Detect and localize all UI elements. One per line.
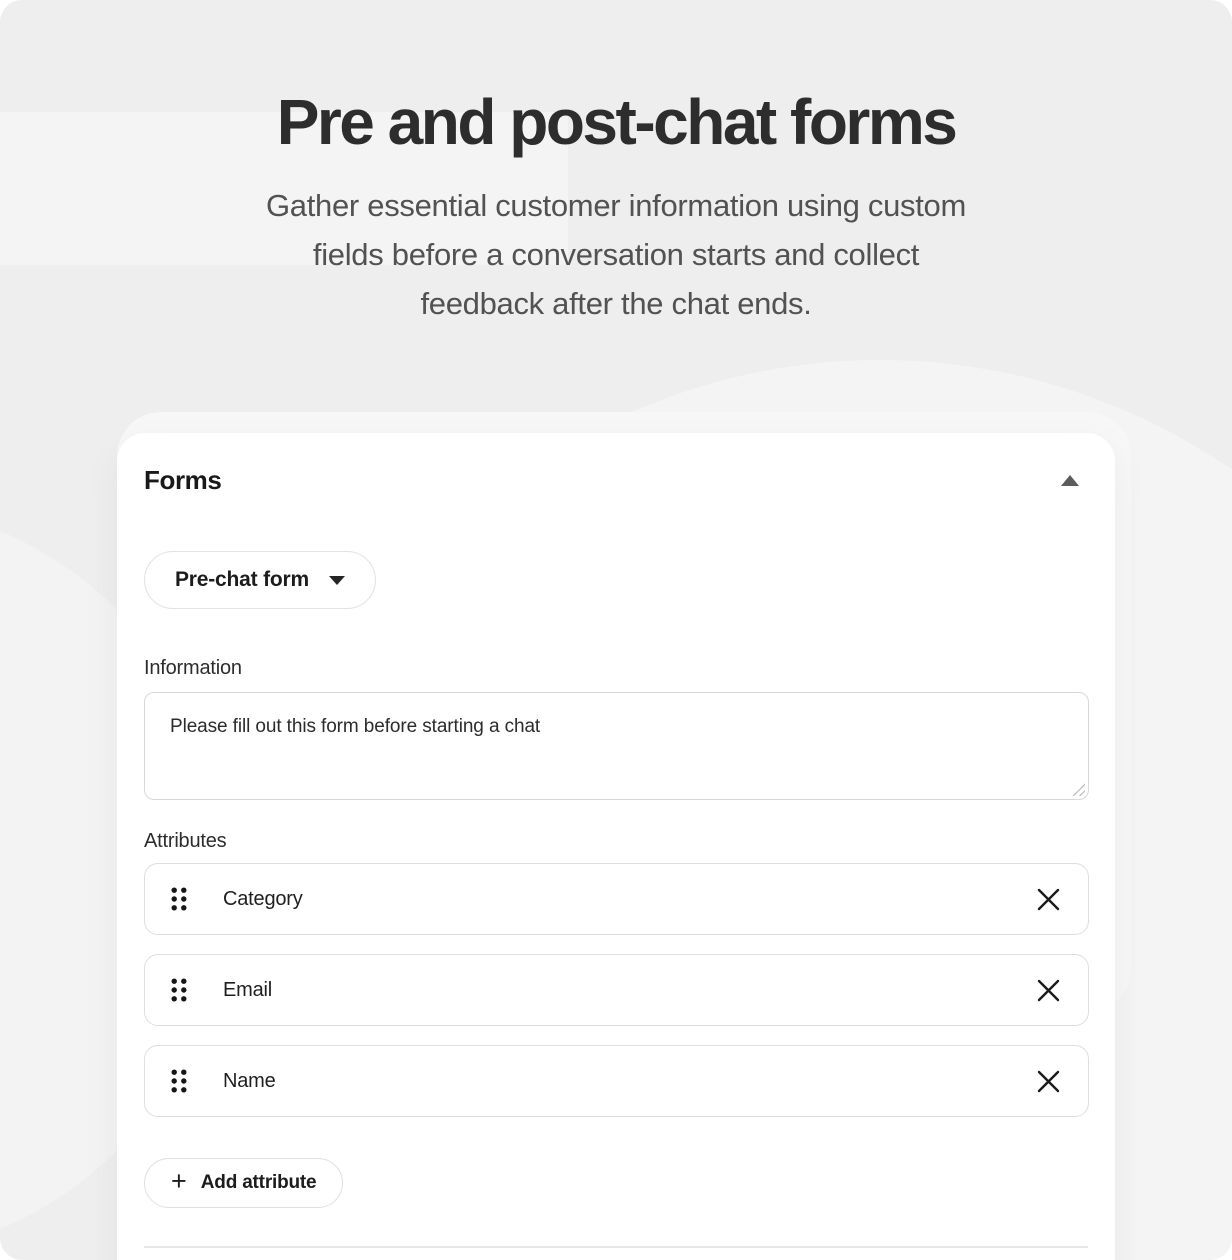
attributes-label: Attributes (144, 830, 227, 852)
drag-handle-icon[interactable] (171, 887, 187, 911)
attribute-row-name (144, 1045, 1089, 1117)
form-type-dropdown[interactable] (144, 551, 376, 609)
page-title: Pre and post-chat forms (276, 86, 956, 158)
section-divider (144, 1246, 1088, 1248)
plus-icon: + (171, 1166, 187, 1196)
close-icon (1037, 979, 1060, 1002)
attribute-row-category (144, 863, 1089, 935)
information-textarea-value: Please fill out this form before starting a chat (170, 716, 541, 737)
attribute-name: Email (223, 978, 273, 1001)
hero-section (0, 86, 1232, 328)
subtitle-line: feedback after the chat ends. (420, 286, 812, 321)
chevron-up-icon (1061, 475, 1079, 486)
attribute-name: Category (223, 887, 303, 910)
remove-attribute-button[interactable] (1032, 883, 1064, 915)
add-attribute-label: Add attribute (200, 1172, 317, 1193)
collapse-panel-button[interactable] (1052, 467, 1088, 495)
information-textarea[interactable] (144, 692, 1089, 800)
attribute-row-email (144, 954, 1089, 1026)
form-type-dropdown-value: Pre-chat form (175, 568, 309, 591)
attribute-name: Name (223, 1069, 276, 1092)
page-subtitle (0, 181, 1232, 328)
drag-handle-icon[interactable] (171, 978, 187, 1002)
close-icon (1037, 888, 1060, 911)
forms-panel-header (144, 465, 1088, 496)
forms-panel (117, 433, 1115, 1260)
remove-attribute-button[interactable] (1032, 974, 1064, 1006)
add-attribute-button[interactable] (144, 1158, 343, 1208)
chevron-down-icon (329, 576, 345, 585)
subtitle-line: fields before a conversation starts and collect (312, 237, 920, 272)
resize-handle-icon[interactable] (1072, 783, 1085, 796)
drag-handle-icon[interactable] (171, 1069, 187, 1093)
remove-attribute-button[interactable] (1032, 1065, 1064, 1097)
information-label: Information (144, 657, 242, 679)
subtitle-line: Gather essential customer information using custom (265, 188, 967, 223)
forms-panel-title: Forms (144, 465, 222, 495)
close-icon (1037, 1070, 1060, 1093)
